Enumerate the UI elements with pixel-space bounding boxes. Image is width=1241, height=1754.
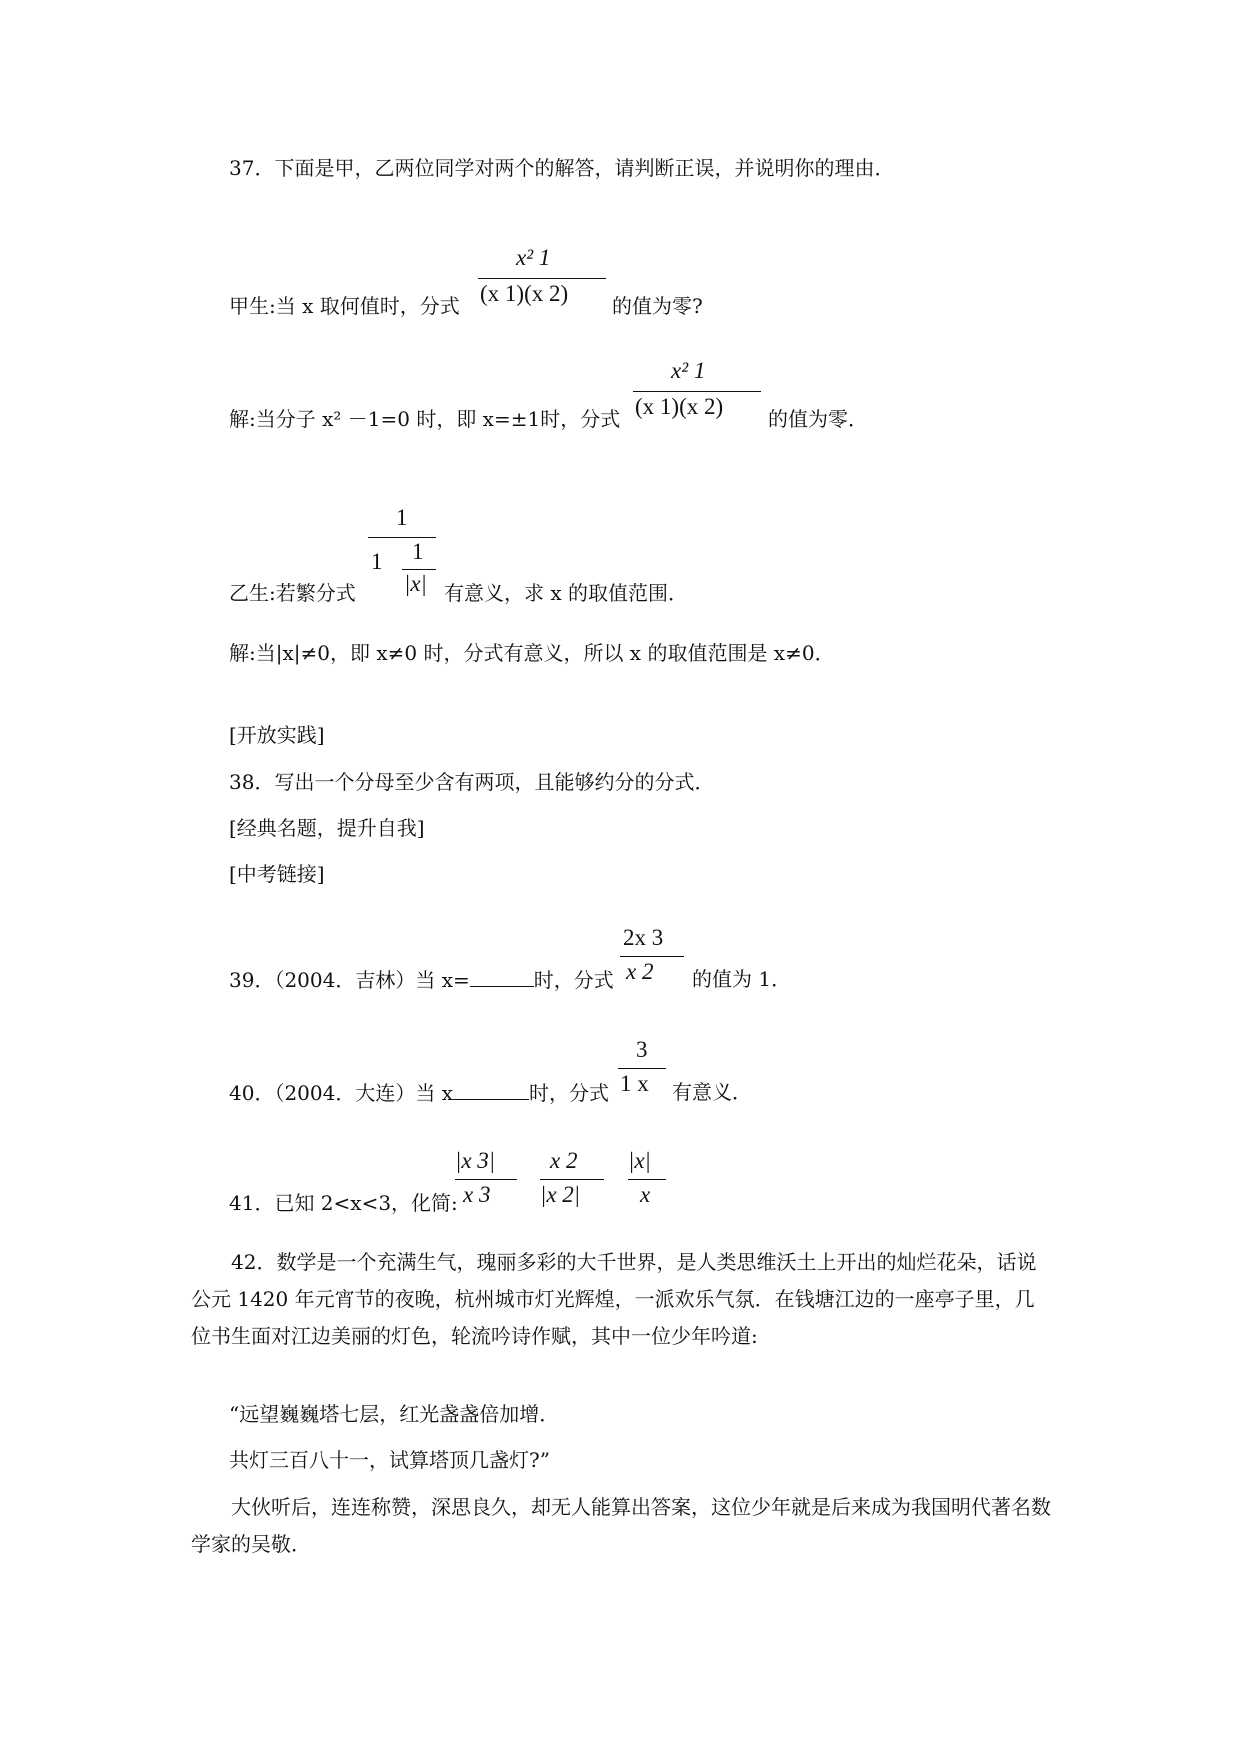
q39-fraction — [620, 925, 686, 991]
fraction-bar — [478, 278, 606, 279]
fraction-bar — [633, 391, 761, 392]
q41-fraction-1-denominator: x 3 — [463, 1182, 491, 1207]
yi-complex-numerator: 1 — [396, 505, 408, 530]
jia-solution-prefix: 解:当分子 x² －1=0 时，即 x=±1时，分式 — [229, 407, 621, 431]
q39-suffix: 的值为 1． — [692, 967, 792, 991]
yi-complex-one: 1 — [371, 549, 383, 574]
q40-prefix — [229, 1077, 609, 1108]
fraction-bar — [368, 537, 436, 538]
fraction-bar — [540, 1179, 604, 1180]
fraction-bar — [620, 956, 684, 957]
yi-solution: 解:当|x|≠0，即 x≠0 时，分式有意义，所以 x 的取值范围是 x≠0． — [229, 641, 835, 665]
q41-fraction-3-denominator: x — [640, 1182, 651, 1207]
yi-question-suffix: 有意义，求 x 的取值范围． — [444, 581, 688, 605]
yi-question-prefix: 乙生:若繁分式 — [229, 581, 356, 605]
q39-prefix — [229, 964, 614, 995]
q40-fraction-numerator: 3 — [636, 1037, 648, 1062]
jia-solution-fraction-numerator: x² 1 — [671, 358, 706, 383]
q41-fraction-1-numerator: |x 3| — [455, 1148, 496, 1173]
yi-inner-denominator: |x| — [404, 571, 427, 596]
q41-fraction-2-numerator: x 2 — [550, 1148, 578, 1173]
q42-paragraph-2: 大伙听后，连连称赞，深思良久，却无人能算出答案，这位少年就是后来成为我国明代著名数学家的吴敬． — [191, 1495, 1051, 1556]
q40-fraction-denominator: 1 x — [620, 1071, 649, 1096]
fraction-bar — [402, 569, 436, 570]
q39-answer-blank — [470, 964, 534, 987]
jia-solution-fraction-denominator: (x 1)(x 2) — [635, 394, 724, 419]
yi-complex-fraction — [368, 505, 440, 605]
q42-poem-line-2: 共灯三百八十一，试算塔顶几盏灯?” — [229, 1448, 550, 1472]
q40-suffix: 有意义． — [672, 1080, 752, 1104]
section-open-practice: [开放实践] — [229, 723, 325, 747]
fraction-bar — [628, 1179, 666, 1180]
section-classic-problems: [经典名题，提升自我] — [229, 816, 425, 840]
q41-fraction-1 — [455, 1148, 519, 1214]
q37-prompt: 37．下面是甲，乙两位同学对两个的解答，请判断正误，并说明你的理由． — [229, 156, 895, 180]
q41-fraction-3 — [628, 1148, 668, 1214]
section-exam-link: [中考链接] — [229, 862, 325, 886]
q41-prefix: 41．已知 2<x<3，化简: — [229, 1191, 458, 1215]
q39-prefix-text: 39．（2004．吉林）当 x= — [229, 968, 470, 992]
q40-middle-text: 时，分式 — [528, 1081, 609, 1105]
q40-fraction — [618, 1037, 668, 1103]
jia-fraction — [478, 245, 608, 315]
jia-fraction-denominator: (x 1)(x 2) — [480, 281, 569, 306]
q42-paragraph-1: 42．数学是一个充满生气，瑰丽多彩的大千世界，是人类思维沃土上开出的灿烂花朵，话说公元 1420 年元宵节的夜晚，杭州城市灯光辉煌，一派欢乐气氛．在钱塘江边的一座亭子里，几位书生面对江边美丽的灯色，轮流吟诗作赋，其中一位少年吟道: — [191, 1250, 1037, 1348]
q41-fraction-3-numerator: |x| — [628, 1148, 651, 1173]
q41-fraction-2-denominator: |x 2| — [540, 1182, 581, 1207]
jia-question-prefix: 甲生:当 x 取何值时，分式 — [229, 294, 460, 318]
jia-solution-suffix: 的值为零． — [768, 407, 868, 431]
q38-text: 38．写出一个分母至少含有两项，且能够约分的分式． — [229, 770, 715, 794]
jia-fraction-numerator: x² 1 — [516, 245, 551, 270]
q40-prefix-text: 40．（2004．大连）当 x — [229, 1081, 453, 1105]
q42-poem-line-1: “远望巍巍塔七层，红光盏盏倍加增． — [229, 1402, 560, 1426]
fraction-bar — [455, 1179, 517, 1180]
q41-fraction-2 — [540, 1148, 606, 1214]
jia-solution-fraction — [633, 358, 763, 428]
jia-question-suffix: 的值为零? — [612, 294, 703, 318]
q40-answer-blank — [453, 1077, 529, 1100]
q39-fraction-numerator: 2x 3 — [623, 925, 664, 950]
q39-fraction-denominator: x 2 — [626, 959, 654, 984]
fraction-bar — [618, 1068, 666, 1069]
q39-middle-text: 时，分式 — [533, 968, 614, 992]
yi-inner-numerator: 1 — [412, 539, 424, 564]
